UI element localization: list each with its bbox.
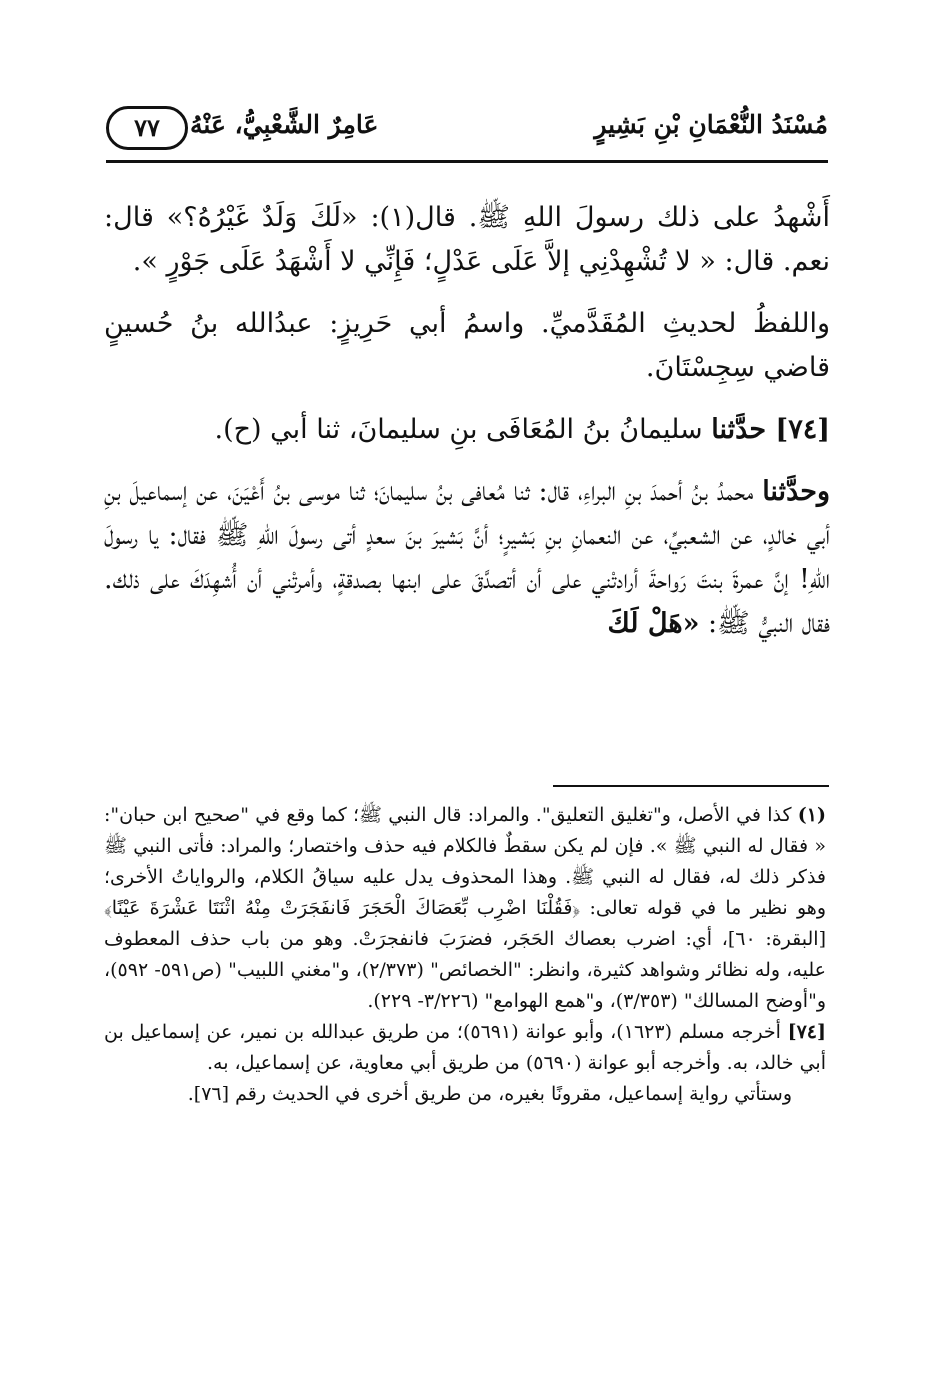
main-text [104,196,830,664]
book-title: مُسْنَدُ النُّعْمَانِ بْنِ بَشِيرٍ [594,110,828,139]
footnote-1-text: كذا في الأصل، و"تغليق التعليق". والمراد: قال النبي ﷺ؛ كما وقع في "صحيح ابن حبان": « فقال له النبي ﷺ ». فإن لم يكن سقطٌ فالكلام فيه حذف واختصار؛ والمراد: فأتى النبي ﷺ فذكر ذلك له، فقال له النبي ﷺ. وهذا المحذوف يدل عليه سياقُ الكلام، والرواياتُ الأخرى؛ وهو نظير ما في قوله تعالى: ﴿فَقُلْنَا اضْرِب بِّعَصَاكَ الْحَجَرَ فَانفَجَرَتْ مِنْهُ اثْنَتَا عَشْرَةَ عَيْنًا﴾ [البقرة: ٦٠]، أي: اضرب بعصاك الحَجَر، فضرَبَ فانفجرَتْ. وهو من باب حذف المعطوف عليه، وله نظائر وشواهد كثيرة، وانظر: "الخصائص" (٢/٣٧٣)، و"مغني اللبيب" (ص٥٩١- ٥٩٢)، و"أوضح المسالك" (٣/٣٥٣)، و"همع الهوامع" (٣/٢٢٦- ٢٢٩). [104,804,826,1012]
hadith-74-intro [104,408,830,452]
header-divider [106,160,828,163]
footnote-74-label: [٧٤] [787,1021,826,1043]
footnote-74-note: وستأتي رواية إسماعيل، مقرونًا بغيره، من طريق أخرى في الحديث رقم [٧٦]. [187,1083,792,1105]
footnote-1-label: (١) [797,804,826,826]
footnote-74-text: أخرجه مسلم (١٦٢٣)، وأبو عوانة (٥٦٩١)؛ من طريق عبدالله بن نمير، عن إسماعيل بن أبي خالد، به. وأخرجه أبو عوانة (٥٦٩٠) من طريق أبي معاوية، عن إسماعيل، به. [104,1021,826,1074]
page-number: ٧٧ [106,106,188,150]
hadith-74-chain: سليمانُ بنُ المُعَافَى بنِ سليمانَ، ثنا أبي (ح). [214,414,703,445]
page-header [106,100,828,164]
quote-start: «هَلْ لَكَ [607,608,700,639]
footnote-1 [104,800,826,1017]
hadith-74-label: [٧٤] حدَّثنا [711,414,830,445]
footnote-divider [553,785,829,787]
second-chain-label: وحدَّثنا [762,476,830,507]
paragraph-2: واللفظُ لحديثِ المُقَدَّميِّ. واسمُ أبي حَرِيزٍ: عبدُالله بنُ حُسينٍ قاضي سِجِسْتَانَ. [104,308,830,383]
paragraph-1: أَشْهدُ على ذلك رسولَ اللهِ ﷺ. قال(١): «لَكَ وَلَدٌ غَيْرُهُ؟» قال: نعم. قال: « لا تُشْهِدْنِي إلاَّ عَلَى عَدْلٍ؛ فَإِنِّي لا أَشْهَدُ عَلَى جَوْرٍ ». [104,202,830,277]
footnote-74 [104,1017,826,1079]
second-chain-text: محمدُ بنُ أحمدَ بنِ البراءِ، قال: ثنا مُعافى بنُ سليمانَ؛ ثنا موسى بنُ أَعْيَنَ، عن إسماعيلَ بنِ أبي خالدٍ، عن الشعبيِّ، عن النعمانِ بنِ بَشيرٍ؛ أنَّ بَشيرَ بنَ سعدٍ أتى رسولَ اللهِ ﷺ فقال: يا رسولَ اللهِ! إنَّ عمرةَ بنتَ رَواحةَ أرادتْني على أن أتصدَّقَ على ابنها بصدقةٍ، وأمرتْني أن أُشهِدَكَ على ذلك. فقال النبيُّ ﷺ: [104,476,830,639]
hadith-74-text [104,470,830,646]
footnotes [104,800,826,1110]
section-title: عَامِرٌ الشَّعْبِيُّ، عَنْهُ [190,110,379,139]
